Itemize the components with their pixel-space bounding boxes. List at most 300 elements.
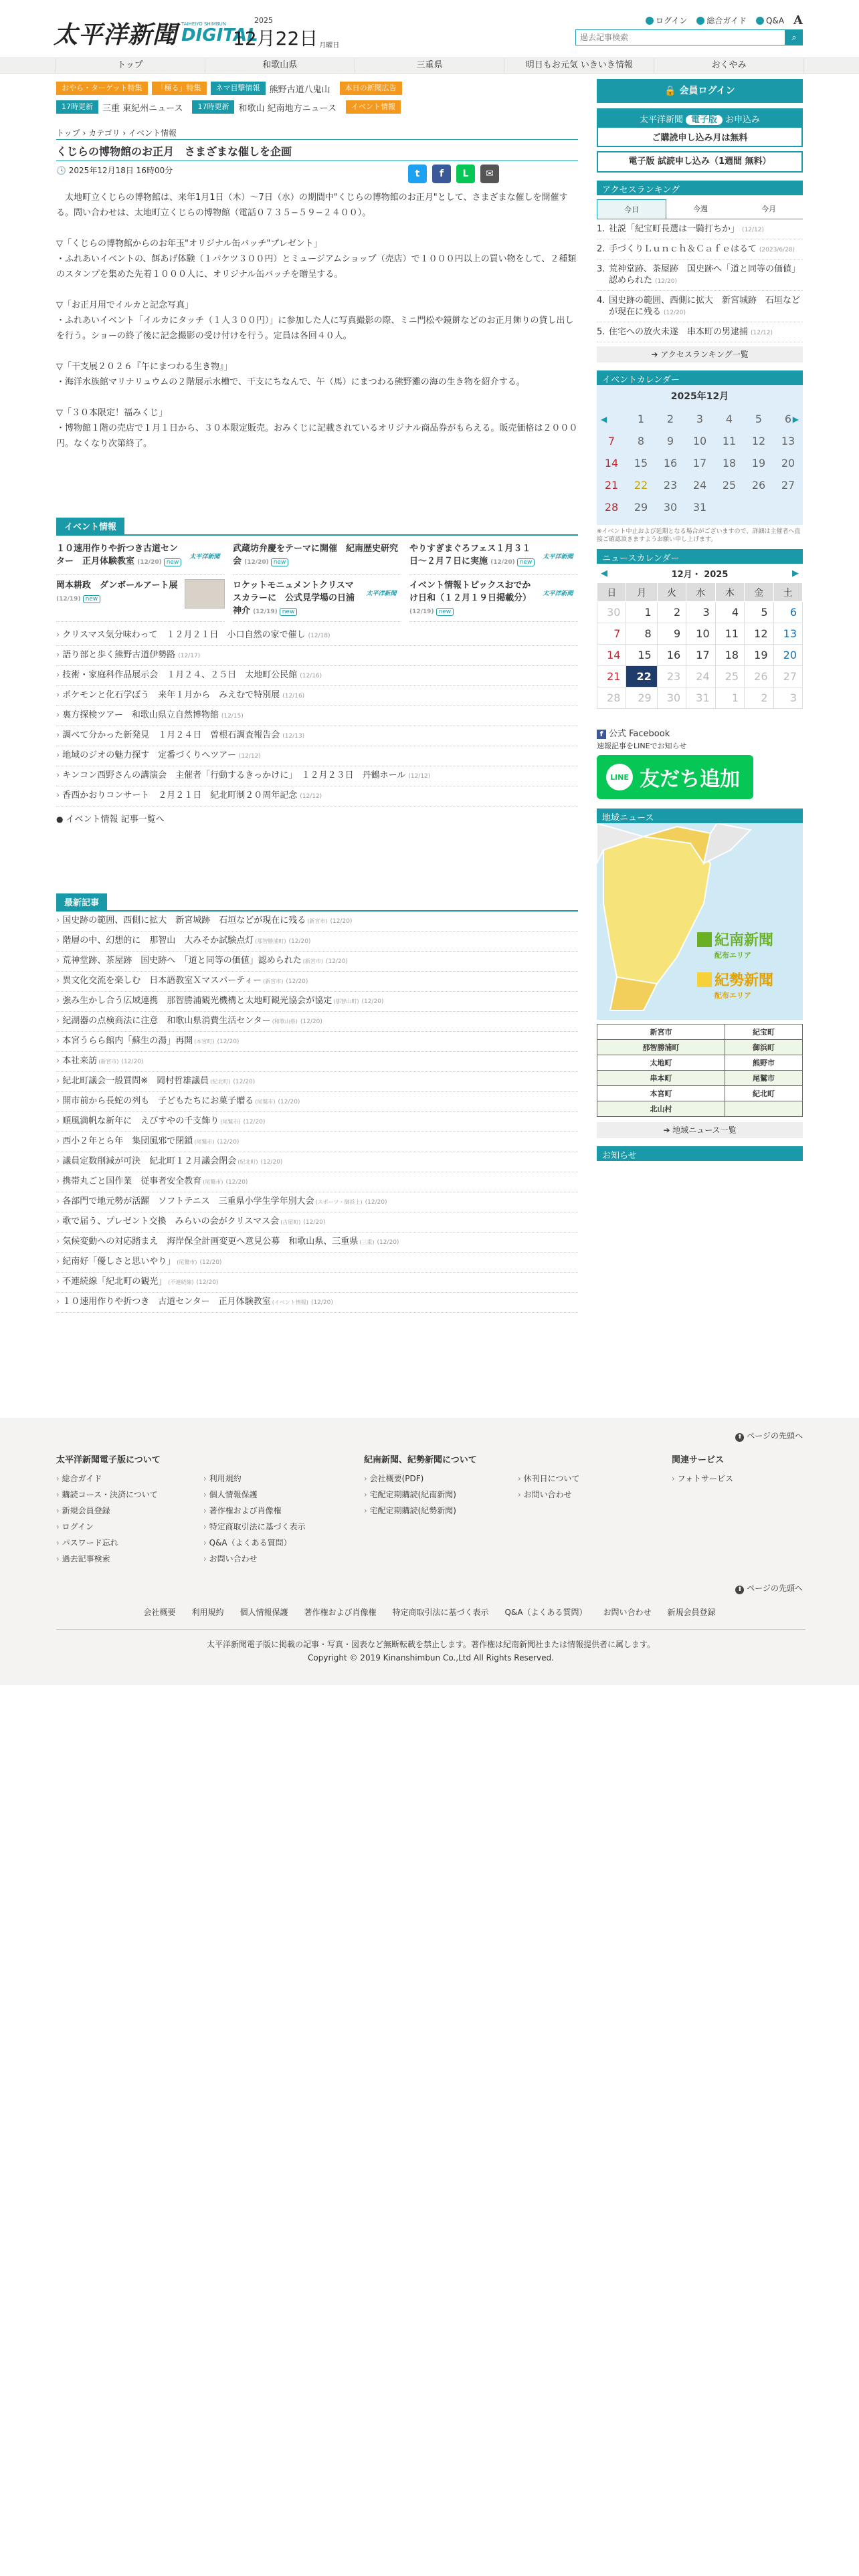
footer-link[interactable]: › お問い合わせ: [203, 1551, 306, 1567]
list-item-category: (那智勝浦町): [255, 938, 286, 944]
events-more-link[interactable]: ● イベント情報 記事一覧へ: [56, 812, 578, 825]
footer-link[interactable]: › 休刊日について: [518, 1471, 579, 1487]
copyright-line: Copyright © 2019 Kinanshimbun Co.,Ltd All Rights Reserved.: [308, 1653, 554, 1662]
list-item-category: (新宮市): [307, 918, 328, 924]
list-item[interactable]: [56, 666, 578, 686]
tag-update-mie: 17時更新: [56, 100, 98, 114]
event-card[interactable]: [233, 542, 401, 575]
tab-month[interactable]: 今月: [761, 205, 776, 213]
event-card[interactable]: [56, 542, 225, 575]
area-link[interactable]: 紀宝町: [725, 1025, 803, 1040]
list-item-text: １０速用作りや折つき 古道センター 正月体験教室: [62, 1297, 271, 1307]
article-time: [56, 165, 173, 176]
article-paragraph: ▽「お正月用でイルカと記念写真」 ・ふれあいイベント「イルカにタッチ（１人３００円）」に参加した人に写真撮影の際、ミニ門松や鏡餅などのお正月飾りの貸し出しを行う。ショーの終了後に記念撮影の受け付けを行う。定員は各回４０人。: [56, 300, 574, 341]
footer-list: [56, 1471, 203, 1567]
footer-link[interactable]: › 個人情報保護: [203, 1487, 306, 1503]
line-button-label: 友だち追加: [640, 768, 740, 791]
footer-link[interactable]: › フォトサービス: [672, 1471, 733, 1487]
footer-bottom-link[interactable]: 著作権および肖像権: [304, 1608, 377, 1617]
trial-button[interactable]: 電子版 試読申し込み（1週間 無料）: [597, 151, 803, 173]
member-login-label: 会員ログイン: [679, 86, 735, 96]
article-body: [56, 190, 578, 467]
clock-icon: 🕓: [56, 166, 66, 175]
date-weekday: 月曜日: [319, 42, 340, 49]
pagetop-link[interactable]: ⬆ ページの先頭へ: [735, 1582, 803, 1594]
weekday: 土: [773, 583, 802, 602]
info-icon: [696, 17, 704, 25]
list-item-text: 不連続線「紀北町の観光」: [62, 1277, 167, 1287]
area-link[interactable]: 熊野市: [725, 1055, 803, 1071]
list-item-category: (三重): [359, 1239, 375, 1245]
subscribe-top: [598, 110, 801, 128]
facebook-icon: f: [597, 730, 606, 739]
area-more-button[interactable]: [597, 1122, 803, 1138]
list-item[interactable]: [56, 766, 578, 786]
list-item-text: 紀湖器の点検商法に注意 和歌山県消費生活センター: [62, 1016, 271, 1026]
list-item[interactable]: [56, 911, 578, 932]
member-login-button[interactable]: [597, 79, 803, 103]
footer-link[interactable]: › 特定商取引法に基づく表示: [203, 1519, 306, 1535]
nav-ikiiki[interactable]: 明日もお元気 いきいき情報: [504, 58, 654, 73]
subscribe-apply: お申込み: [725, 115, 761, 125]
list-item[interactable]: [56, 626, 578, 646]
weekday: 日: [597, 583, 626, 602]
list-item[interactable]: [56, 1152, 578, 1172]
footer-col-3: [672, 1453, 733, 1567]
prev-month-icon[interactable]: ◀: [601, 568, 607, 578]
tag-mie-news[interactable]: 三重 東紀州ニュース: [102, 103, 183, 114]
event-calendar-title: 2025年12月: [670, 391, 729, 402]
area-link[interactable]: 本宮町: [597, 1086, 725, 1101]
list-item-category: (尾鷲市): [177, 1259, 197, 1265]
footer-col-1: [56, 1453, 364, 1567]
list-item[interactable]: [56, 726, 578, 746]
event-thumb: 太平洋新聞: [538, 579, 578, 609]
area-news-heading: 地域ニュース: [597, 809, 803, 823]
event-card-date: (12/20) new: [244, 559, 288, 566]
footer-link[interactable]: › 過去記事検索: [56, 1551, 203, 1567]
line-note: 速報記事をLINEでお知らせ: [597, 742, 687, 750]
footer-link[interactable]: › ログイン: [56, 1519, 203, 1535]
list-item-category: (不連続線): [168, 1279, 194, 1285]
ranking-text: 国史跡の範囲、西側に拡大 新宮城跡 石垣などが現在に残る: [609, 296, 801, 317]
ranking-text: 荒神堂跡、茶屋跡 国史跡へ「道と同等の価値」認められた: [609, 264, 801, 286]
list-item-text: 本宮うらら館内「蘇生の湯」再開: [62, 1036, 193, 1046]
event-thumb: 太平洋新聞: [361, 579, 401, 609]
footer-link[interactable]: › 会社概要(PDF): [364, 1471, 518, 1487]
list-item-text: キンコン西野さんの講演会 主催者「行動するきっかけに」 １２月２３日 丹鶴ホール: [62, 770, 406, 780]
footer-link[interactable]: › お問い合わせ: [518, 1487, 579, 1503]
footer-bottom-link[interactable]: 特定商取引法に基づく表示: [392, 1608, 489, 1617]
weekday: 木: [715, 583, 744, 602]
list-item-text: 調べて分かった新発見 １月２４日 曽根石調査報告会: [62, 730, 280, 740]
search-box: [575, 29, 803, 45]
list-item-category: (新宮市): [263, 978, 284, 984]
facebook-link[interactable]: [597, 726, 803, 739]
area-link[interactable]: 御浜町: [725, 1040, 803, 1055]
ranking-number: 5.: [597, 327, 605, 337]
tag-row-1: [56, 82, 402, 95]
list-item[interactable]: [56, 686, 578, 706]
list-item-date: (12/12): [408, 773, 431, 780]
footer-col-title: 太平洋新聞電子版について: [56, 1455, 161, 1465]
subscribe-bottom: ご購読申し込み月は無料: [652, 133, 748, 143]
list-item-text: 裏方探検ツアー 和歌山県立自然博物館: [62, 710, 219, 720]
event-card-title: イベント情報トピックスおでかけ日和（１２月１９日掲載分）: [409, 580, 532, 603]
line-share-icon[interactable]: L: [456, 165, 475, 183]
event-thumb: 太平洋新聞: [185, 542, 225, 572]
mail-share-icon[interactable]: ✉: [480, 165, 499, 183]
kinan-label: 紀南新聞: [714, 932, 774, 949]
area-link: [725, 1101, 803, 1117]
ranking-more-label: アクセスランキング一覧: [660, 350, 749, 359]
event-card-title: 武蔵坊弁慶をテーマに開催 紀南歴史研究会: [233, 544, 399, 566]
list-item-text: クリスマス気分味わって １２月２１日 小口自然の家で催し: [62, 630, 306, 640]
site-logo[interactable]: [54, 17, 258, 48]
logo-small: TAIHEIYO SHIMBUN: [181, 21, 226, 27]
tag-ads[interactable]: 本日の新聞広告: [340, 82, 402, 95]
search-button[interactable]: [785, 29, 803, 45]
list-item[interactable]: [56, 746, 578, 766]
footer-bottom-link[interactable]: お問い合わせ: [603, 1608, 652, 1617]
pagetop-link[interactable]: ⬆ ページの先頭へ: [735, 1430, 803, 1442]
event-card-date: (12/19) new: [253, 609, 297, 615]
list-item-date: (12/16): [282, 693, 305, 700]
list-item[interactable]: [56, 992, 578, 1012]
event-calendar-grid: 1 2 3 4 5 6 7 8 9 10 11 12 13 14 15 16 17 18 19 20 21 22 23 24 25 26 27 28 29 30 31: [604, 413, 795, 514]
article-paragraph: 太地町立くじらの博物館は、来年1月1日（木）〜7日（水）の期間中"くじらの博物館のお正月"として、さまざまな催しを開催する。問い合わせは、太地町立くじらの博物館（電話０７３５−５９−２４００）。: [56, 193, 568, 218]
lock-icon: [646, 17, 654, 25]
list-item[interactable]: [56, 706, 578, 726]
list-item[interactable]: [56, 1293, 578, 1313]
footer-bottom-link[interactable]: 新規会員登録: [667, 1608, 716, 1617]
list-item-date: (12/20): [217, 1039, 240, 1045]
list-item-date: (12/20): [199, 1259, 222, 1266]
list-item-category: (本宮町): [194, 1039, 215, 1045]
footer-col-title: 関連サービス: [672, 1455, 725, 1465]
events-section: [56, 518, 578, 825]
article-time-text: 2025年12月18日 16時00分: [68, 166, 173, 175]
footer-links: [0, 1606, 859, 1618]
list-item-text: 議員定数削減が可決 紀北町１２月議会閉会: [62, 1156, 237, 1166]
list-item-date: (12/20): [225, 1179, 248, 1186]
subscribe-paper: 太平洋新聞: [639, 115, 683, 125]
event-thumb: 太平洋新聞: [538, 542, 578, 572]
search-input[interactable]: [575, 29, 785, 45]
list-item[interactable]: [56, 1012, 578, 1032]
list-item[interactable]: [56, 1232, 578, 1253]
footer-link[interactable]: › 宅配定期購読(紀勢新聞): [364, 1503, 518, 1519]
footer-copyright: [56, 1629, 805, 1665]
list-item[interactable]: [56, 1253, 578, 1273]
weekday: 火: [657, 583, 686, 602]
events-rule: [56, 534, 578, 536]
list-item[interactable]: [56, 1192, 578, 1212]
kisei-label: 紀勢新聞: [714, 972, 774, 989]
tag-events[interactable]: イベント情報: [346, 100, 401, 114]
event-calendar-heading: イベントカレンダー: [597, 370, 803, 385]
list-item-text: 香西かおりコンサート ２月２１日 紀北町制２０周年記念: [62, 790, 298, 800]
list-item-date: (12/12): [238, 753, 261, 760]
list-item[interactable]: [56, 1052, 578, 1072]
area-map[interactable]: [597, 823, 803, 1020]
subscribe-pill: 電子版: [686, 115, 723, 125]
list-item-text: 本社来訪: [62, 1056, 98, 1066]
weekday: 水: [686, 583, 715, 602]
header-date: [233, 16, 339, 51]
next-month-icon[interactable]: ▶: [792, 415, 799, 424]
list-item-category: (那智山町): [333, 998, 359, 1004]
ranking-more-button[interactable]: [597, 346, 803, 362]
list-item-date: (12/16): [300, 673, 322, 679]
title-rule-top: [56, 139, 578, 140]
list-item-text: 地域のジオの魅力探す 定番づくりへツアー: [62, 750, 236, 760]
tab-today[interactable]: 今日: [597, 199, 666, 219]
event-card-title: １０速用作りや折つき古道センター 正月体験教室: [56, 544, 179, 566]
list-item-date: (12/20): [303, 1219, 326, 1226]
footer-bottom-link[interactable]: 利用規約: [191, 1608, 224, 1617]
tag-sighting-text[interactable]: 熊野古道八鬼山: [269, 84, 330, 95]
ranking-date: (12/20): [664, 310, 686, 316]
list-item-text: 国史跡の範囲、西側に拡大 新宮城跡 石垣などが現在に残る: [62, 916, 306, 926]
event-calendar-note: ※イベント中止および延期となる場合がございますので、詳細は主催者へ直接ご確認頂きますようお願い申し上げます。: [597, 528, 801, 543]
ranking-item[interactable]: [597, 259, 803, 291]
list-item-text: 荒神堂跡、茶屋跡 国史跡へ 「道と同等の価値」認められた: [62, 956, 302, 966]
list-item-date: (12/17): [178, 653, 201, 659]
header-links: [646, 13, 803, 27]
facebook-share-icon[interactable]: f: [432, 165, 451, 183]
facebook-label: 公式 Facebook: [609, 729, 670, 739]
area-link[interactable]: 尾鷲市: [725, 1071, 803, 1086]
latest-heading: 最新記事: [56, 893, 107, 910]
ranking-text: 社説「紀宝町長選は一騎打ちか」: [609, 224, 740, 234]
list-item-text: 順風満帆な新年に えびすやの千支飾り: [62, 1116, 219, 1126]
kisei-sub: 配布エリア: [714, 991, 751, 1000]
list-item-date: (12/20): [278, 1099, 300, 1105]
ranking-item[interactable]: [597, 239, 803, 259]
footer-link[interactable]: › 利用規約: [203, 1471, 306, 1487]
footer-col-2: [364, 1453, 672, 1567]
list-item[interactable]: [56, 786, 578, 807]
area-link[interactable]: 那智勝浦町: [597, 1040, 725, 1055]
list-item-category: (尾鷲市): [220, 1119, 241, 1125]
ranking-item[interactable]: [597, 291, 803, 322]
kinan-area-label: [697, 929, 773, 960]
nav-top[interactable]: トップ: [55, 58, 205, 73]
list-item-category: (和歌山県): [272, 1018, 298, 1025]
footer-link[interactable]: › 購読コース・決済について: [56, 1487, 203, 1503]
footer-link[interactable]: › 宅配定期購読(紀南新聞): [364, 1487, 518, 1503]
list-item[interactable]: [56, 1032, 578, 1052]
qa-label: Q&A: [766, 15, 785, 25]
list-item[interactable]: [56, 1132, 578, 1152]
lock-icon: 🔒: [664, 86, 676, 96]
event-card-date: (12/19) new: [56, 596, 100, 603]
title-rule-bottom: [56, 160, 578, 161]
list-item-category: (新宮市): [98, 1059, 119, 1065]
latest-section: [56, 893, 578, 1313]
footer-link[interactable]: › パスワード忘れ: [56, 1535, 203, 1551]
event-calendar: [597, 385, 803, 525]
ranking-date: (12/12): [742, 227, 764, 233]
list-item-text: 歌で届う、プレゼント交換 みらいの会がクリスマス会: [62, 1216, 280, 1226]
area-link[interactable]: 串本町: [597, 1071, 725, 1086]
news-calendar-nav: [597, 564, 803, 582]
list-item-date: (12/13): [282, 733, 305, 740]
event-card-date: (12/20) new: [137, 559, 181, 566]
list-item[interactable]: [56, 1112, 578, 1132]
list-item-category: (紀北町): [237, 1159, 258, 1165]
list-item-category: (古屋町): [280, 1219, 301, 1225]
news-calendar: [597, 564, 803, 709]
ranking-number: 2.: [597, 244, 605, 254]
ranking-number: 3.: [597, 264, 605, 274]
footer-bottom-link[interactable]: 個人情報保護: [240, 1608, 288, 1617]
right-column: [597, 79, 803, 1161]
next-month-icon[interactable]: ▶: [792, 568, 799, 578]
list-item-category: (紀北町): [210, 1079, 231, 1085]
footer-link[interactable]: › 著作権および肖像権: [203, 1503, 306, 1519]
event-card[interactable]: [409, 579, 578, 622]
list-item-date: (12/20): [260, 1159, 283, 1166]
list-item-category: (尾鷲市): [255, 1099, 276, 1105]
list-item-date: (12/20): [217, 1139, 240, 1146]
footer-list: [672, 1471, 733, 1487]
ranking-item[interactable]: [597, 322, 803, 342]
twitter-share-icon[interactable]: t: [408, 165, 427, 183]
line-icon: LINE: [606, 764, 633, 790]
tag-update-wakayama: 17時更新: [192, 100, 234, 114]
weekday: 月: [626, 583, 657, 602]
footer-link[interactable]: › Q&A（よくある質問）: [203, 1535, 306, 1551]
nav-wakayama[interactable]: 和歌山県: [205, 58, 355, 73]
list-item-category: (尾鷲市): [194, 1139, 215, 1145]
events-list: [56, 626, 578, 807]
list-item-date: (12/20): [361, 998, 384, 1005]
list-item-category: (尾鷲市): [203, 1179, 223, 1185]
search-icon: ⌕: [791, 32, 797, 43]
list-item-text: 強み生かし合う広域連携 那智勝浦観光機構と太地町観光協会が協定: [62, 996, 332, 1006]
list-item[interactable]: [56, 1072, 578, 1092]
footer-bottom-link[interactable]: Q&A（よくある質問）: [504, 1608, 587, 1617]
list-item-date: (12/20): [330, 918, 353, 925]
news-calendar-title: 12月・ 2025: [671, 569, 729, 580]
event-card-title: やりすぎまぐろフェス１月３１日〜２月７日に実施: [409, 544, 531, 566]
list-item-text: ポケモンと化石学ぼう 来年１月から みえむで特別展: [62, 690, 280, 700]
footer-link[interactable]: › 新規会員登録: [56, 1503, 203, 1519]
area-link[interactable]: 紀北町: [725, 1086, 803, 1101]
list-item-date: (12/20): [310, 1299, 333, 1306]
ranking-tabs: [597, 199, 803, 219]
nav-mie[interactable]: 三重県: [355, 58, 505, 73]
list-item[interactable]: [56, 972, 578, 992]
prev-month-icon[interactable]: ◀: [601, 415, 607, 424]
list-item[interactable]: [56, 1212, 578, 1232]
list-item-text: 携帯丸ごと国作業 従事者安全教育: [62, 1176, 202, 1186]
event-card-title: 岡本耕政 ダンボールアート展: [56, 580, 178, 591]
event-card[interactable]: [233, 579, 401, 622]
footer: [0, 1418, 859, 1685]
ranking-text: 住宅への放火未遂 串本町の男逮捕: [609, 327, 749, 337]
ranking-date: (12/20): [655, 278, 677, 285]
list-item-text: 開市前から長蛇の列も 子どもたちにお菓子贈る: [62, 1096, 254, 1106]
ranking-date: (12/12): [751, 330, 773, 336]
footer-col-title: 紀南新聞、紀勢新聞について: [364, 1455, 477, 1465]
subscribe-box[interactable]: [597, 108, 803, 147]
area-table: [597, 1024, 803, 1117]
nav-okuyami[interactable]: おくやみ: [654, 58, 804, 73]
list-item[interactable]: [56, 646, 578, 666]
tag-feature-1[interactable]: おやら・ターゲット特集: [56, 82, 148, 95]
arrow-circle-icon: ➔: [663, 1125, 670, 1135]
date-year: 2025: [254, 16, 273, 25]
list-item[interactable]: [56, 952, 578, 972]
tag-sighting[interactable]: ネマ目撃情報: [211, 82, 266, 95]
tag-wakayama-news[interactable]: 和歌山 紀南地方ニュース: [238, 103, 337, 114]
footer-col-1-lists: [56, 1471, 364, 1567]
list-item[interactable]: [56, 1172, 578, 1192]
font-size-button[interactable]: A: [793, 13, 803, 27]
list-item-date: (12/20): [325, 958, 348, 965]
event-card[interactable]: [56, 579, 225, 622]
notice-heading: お知らせ: [597, 1146, 803, 1161]
list-item-text: 語り部と歩く熊野古道伊勢路: [62, 650, 176, 660]
event-card-date: (12/20) new: [490, 559, 535, 566]
event-photo: [185, 579, 225, 609]
logo-title: 太平洋新聞: [54, 20, 178, 49]
list-item-category: (イベント情報): [272, 1299, 308, 1305]
footer-bottom-link[interactable]: 会社概要: [143, 1608, 176, 1617]
list-item-category: (新宮市): [302, 958, 323, 964]
footer-list: [203, 1471, 306, 1567]
ranking-date: (2023/6/28): [759, 247, 795, 253]
guide-link[interactable]: [696, 15, 747, 26]
list-item[interactable]: [56, 932, 578, 952]
list-item-date: (12/20): [196, 1279, 219, 1286]
latest-list: [56, 911, 578, 1313]
tab-week[interactable]: 今週: [693, 205, 708, 213]
question-icon: [756, 17, 764, 25]
line-add-friend-button[interactable]: [597, 755, 753, 799]
ranking-text: 手づくりＬｕｎｃｈ＆Ｃａｆｅはるて: [609, 244, 757, 254]
list-item-text: 階層の中、幻想的に 那智山 大みそか試験点灯: [62, 936, 254, 946]
arrow-circle-icon: ➔: [651, 350, 658, 359]
event-card[interactable]: [409, 542, 578, 575]
area-link[interactable]: 太地町: [597, 1055, 725, 1071]
list-item[interactable]: [56, 1092, 578, 1112]
logo-digital: DIGITAL: [181, 25, 258, 45]
event-card-title: ロケットモニュメントクリスマスカラーに 公式見学場の日浦神介: [233, 580, 355, 616]
list-item-date: (12/20): [365, 1199, 387, 1206]
breadcrumb[interactable]: トップ › カテゴリ › イベント情報: [56, 128, 177, 138]
area-link[interactable]: 北山村: [597, 1101, 725, 1117]
list-item-category: (スポーツ・御浜上): [315, 1199, 363, 1205]
footer-col-2-lists: [364, 1471, 672, 1519]
tag-feature-2[interactable]: 「極る」特集: [152, 82, 207, 95]
list-item-text: 気候変動への対応踏まえ 海岸保全計画変更へ意見公募 和歌山県、三重県: [62, 1237, 359, 1247]
ranking-heading: アクセスランキング: [597, 181, 803, 195]
ranking-item[interactable]: [597, 219, 803, 239]
list-item[interactable]: [56, 1273, 578, 1293]
list-item-date: (12/20): [300, 1018, 322, 1025]
login-link[interactable]: [646, 15, 687, 26]
area-link[interactable]: 新宮市: [597, 1025, 725, 1040]
kinan-sub: 配布エリア: [714, 951, 751, 960]
qa-link[interactable]: [756, 16, 784, 25]
article-paragraph: ▽「くじらの博物館からのお年玉"オリジナル缶バッチ"プレゼント」 ・ふれあいイベントの、餌あげ体験（１パケツ３００円）とミュージアムショップ（売店）で１０００円以上の買い物をして、２種類のスタンプを集めた先着１０００人に、オリジナル缶バッチを贈呈する。: [56, 239, 577, 280]
footer-link[interactable]: › 総合ガイド: [56, 1471, 203, 1487]
guide-label: 総合ガイド: [706, 16, 747, 25]
